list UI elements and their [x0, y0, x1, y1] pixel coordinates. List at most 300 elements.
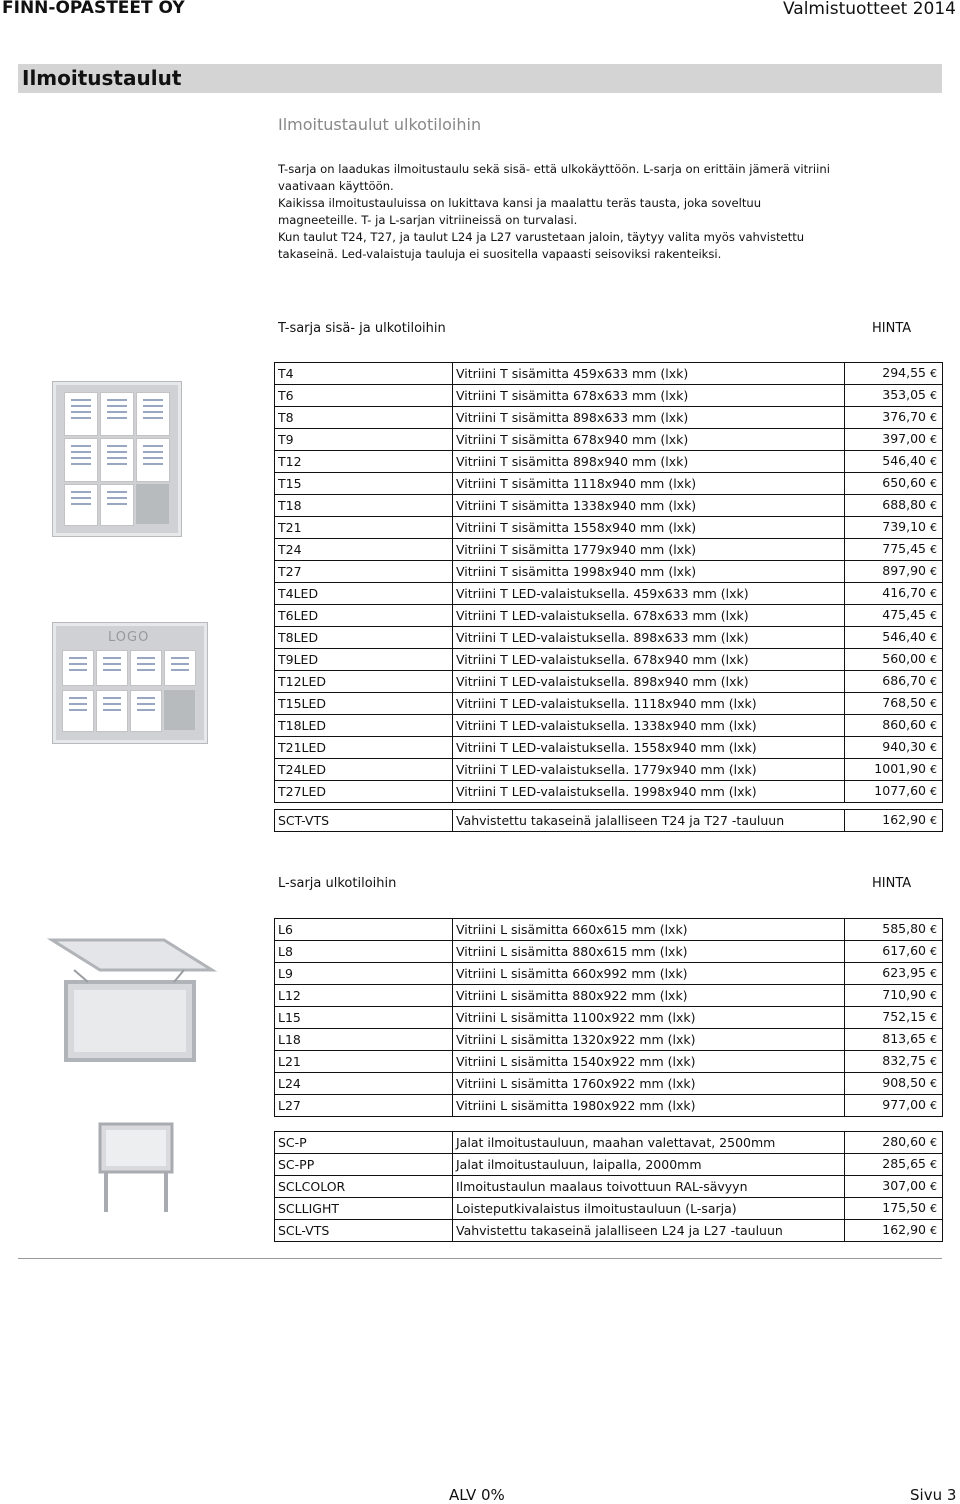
product-code-text: SCLLIGHT [278, 1200, 339, 1216]
euro-symbol: € [930, 631, 937, 644]
euro-symbol: € [930, 763, 937, 776]
euro-symbol: € [930, 1055, 937, 1068]
product-price [845, 1132, 943, 1154]
product-price [845, 363, 943, 385]
table-row [275, 451, 943, 473]
product-description [453, 583, 845, 605]
product-code-text: T24LED [278, 761, 327, 777]
product-description-text: Vitriini L sisämitta 1320x922 mm (lxk) [456, 1031, 696, 1047]
product-description [453, 759, 845, 781]
product-price-text: 397,00 [882, 431, 926, 446]
product-description [453, 1029, 845, 1051]
product-description [453, 1132, 845, 1154]
intro-paragraph: T-sarja on laadukas ilmoitustaulu sekä sisä- että ulkokäyttöön. L-sarja on erittäin jämerä vitriini vaativaan käyttöön. [278, 162, 830, 193]
product-description-text: Vitriini T LED-valaistuksella. 898x940 mm (lxk) [456, 673, 749, 689]
product-description-text: Vitriini T LED-valaistuksella. 1338x940 mm (lxk) [456, 717, 757, 733]
product-price-text: 813,65 [882, 1031, 926, 1046]
euro-symbol: € [930, 1158, 937, 1171]
product-description [453, 385, 845, 407]
product-code [275, 919, 453, 941]
product-description-text: Vitriini L sisämitta 880x615 mm (lxk) [456, 943, 688, 959]
product-price [845, 671, 943, 693]
table-row [275, 985, 943, 1007]
product-code [275, 517, 453, 539]
table-row [275, 583, 943, 605]
product-price [845, 1073, 943, 1095]
product-description [453, 627, 845, 649]
product-description [453, 693, 845, 715]
euro-symbol: € [930, 945, 937, 958]
product-price [845, 517, 943, 539]
euro-symbol: € [930, 923, 937, 936]
product-price-text: 897,90 [882, 563, 926, 578]
product-price-text: 1001,90 [874, 761, 926, 776]
product-description [453, 495, 845, 517]
product-code [275, 495, 453, 517]
product-description-text: Vahvistettu takaseinä jalalliseen T24 ja T27 -tauluun [456, 812, 785, 828]
product-description [453, 1073, 845, 1095]
product-description-text: Vitriini T sisämitta 678x940 mm (lxk) [456, 431, 689, 447]
product-price [845, 1198, 943, 1220]
product-description-text: Vitriini L sisämitta 880x922 mm (lxk) [456, 987, 688, 1003]
product-code [275, 1176, 453, 1198]
product-code-text: T12 [278, 453, 302, 469]
product-description-text: Vitriini L sisämitta 660x992 mm (lxk) [456, 965, 688, 981]
euro-symbol: € [930, 565, 937, 578]
product-price-text: 280,60 [882, 1134, 926, 1149]
product-price [845, 649, 943, 671]
product-code-text: L12 [278, 987, 301, 1003]
product-description [453, 810, 845, 832]
euro-symbol: € [930, 1011, 937, 1024]
table-row [275, 737, 943, 759]
product-description [453, 671, 845, 693]
product-description [453, 429, 845, 451]
table-row [275, 1051, 943, 1073]
product-description-text: Ilmoitustaulun maalaus toivottuun RAL-sävyyn [456, 1178, 748, 1194]
product-code-text: T8LED [278, 629, 319, 645]
l-series-extra-table [274, 1131, 943, 1242]
product-price-text: 162,90 [882, 1222, 926, 1237]
euro-symbol: € [930, 1099, 937, 1112]
product-code-text: T21LED [278, 739, 327, 755]
table-row [275, 759, 943, 781]
product-price [845, 605, 943, 627]
l-series-title: L-sarja ulkotiloihin [278, 876, 397, 891]
product-price [845, 1051, 943, 1073]
product-code-text: L24 [278, 1075, 301, 1091]
table-row [275, 1220, 943, 1242]
product-description [453, 539, 845, 561]
product-description-text: Vitriini T sisämitta 1338x940 mm (lxk) [456, 497, 697, 513]
product-code [275, 810, 453, 832]
t-series-extra-table [274, 809, 943, 832]
product-description [453, 781, 845, 803]
product-code [275, 1132, 453, 1154]
table-row [275, 495, 943, 517]
product-description-text: Vitriini T LED-valaistuksella. 459x633 mm (lxk) [456, 585, 749, 601]
product-price [845, 810, 943, 832]
product-description [453, 407, 845, 429]
euro-symbol: € [930, 741, 937, 754]
product-code-text: T8 [278, 409, 294, 425]
product-description [453, 1176, 845, 1198]
l-series-legs-image [96, 1120, 176, 1214]
product-code [275, 737, 453, 759]
product-description-text: Vitriini T sisämitta 898x940 mm (lxk) [456, 453, 689, 469]
table-row [275, 363, 943, 385]
product-price [845, 561, 943, 583]
table-row [275, 385, 943, 407]
product-description-text: Vitriini T LED-valaistuksella. 1118x940 mm (lxk) [456, 695, 757, 711]
product-code-text: T4 [278, 365, 294, 381]
product-description-text: Vitriini L sisämitta 1100x922 mm (lxk) [456, 1009, 696, 1025]
product-price-text: 307,00 [882, 1178, 926, 1193]
euro-symbol: € [930, 1180, 937, 1193]
l-series-price-table [274, 918, 943, 1117]
product-price [845, 539, 943, 561]
table-row [275, 810, 943, 832]
product-code-text: T15 [278, 475, 302, 491]
table-row [275, 407, 943, 429]
product-price-text: 860,60 [882, 717, 926, 732]
euro-symbol: € [930, 477, 937, 490]
table-row [275, 1095, 943, 1117]
product-description-text: Vitriini T LED-valaistuksella. 678x940 mm (lxk) [456, 651, 749, 667]
product-code [275, 963, 453, 985]
product-price-text: 475,45 [882, 607, 926, 622]
euro-symbol: € [930, 1136, 937, 1149]
catalog-title: Valmistuotteet 2014 [782, 0, 956, 19]
t-series-price-table [274, 362, 943, 803]
product-price-text: 285,65 [882, 1156, 926, 1171]
product-description-text: Vitriini T LED-valaistuksella. 898x633 mm (lxk) [456, 629, 749, 645]
product-price [845, 781, 943, 803]
product-code [275, 561, 453, 583]
euro-symbol: € [930, 697, 937, 710]
product-code-text: T15LED [278, 695, 327, 711]
product-description-text: Vitriini T sisämitta 1558x940 mm (lxk) [456, 519, 697, 535]
product-description-text: Vitriini L sisämitta 1980x922 mm (lxk) [456, 1097, 696, 1113]
product-code-text: SCL-VTS [278, 1222, 330, 1238]
product-code [275, 1220, 453, 1242]
euro-symbol: € [930, 719, 937, 732]
t-series-price-header: HINTA [872, 321, 912, 336]
l-series-price-header: HINTA [872, 876, 912, 891]
product-description-text: Vitriini T LED-valaistuksella. 1998x940 mm (lxk) [456, 783, 757, 799]
product-code-text: SC-P [278, 1134, 307, 1150]
product-price-text: 940,30 [882, 739, 926, 754]
product-price-text: 617,60 [882, 943, 926, 958]
table-row [275, 963, 943, 985]
product-price [845, 1029, 943, 1051]
table-row [275, 693, 943, 715]
table-row [275, 919, 943, 941]
intro-paragraph: Kaikissa ilmoitustauluissa on lukittava kansi ja maalattu teräs tausta, joka soveltuu magneeteille. T- ja L-sarjan vitriineissä on turvalasi. [278, 196, 762, 227]
product-price-text: 294,55 [882, 365, 926, 380]
product-price [845, 451, 943, 473]
euro-symbol: € [930, 521, 937, 534]
product-price-text: 585,80 [882, 921, 926, 936]
product-code [275, 671, 453, 693]
table-row [275, 517, 943, 539]
table-row [275, 539, 943, 561]
table-row [275, 1154, 943, 1176]
product-price-text: 1077,60 [874, 783, 926, 798]
euro-symbol: € [930, 1033, 937, 1046]
product-price [845, 1176, 943, 1198]
product-description [453, 605, 845, 627]
product-code [275, 985, 453, 1007]
product-price-text: 623,95 [882, 965, 926, 980]
product-description-text: Vitriini T LED-valaistuksella. 1779x940 mm (lxk) [456, 761, 757, 777]
product-price-text: 686,70 [882, 673, 926, 688]
product-price [845, 1220, 943, 1242]
product-description-text: Vitriini T LED-valaistuksella. 1558x940 mm (lxk) [456, 739, 757, 755]
product-price-text: 710,90 [882, 987, 926, 1002]
table-row [275, 1073, 943, 1095]
product-description-text: Vitriini T sisämitta 459x633 mm (lxk) [456, 365, 689, 381]
table-row [275, 671, 943, 693]
product-price [845, 941, 943, 963]
euro-symbol: € [930, 411, 937, 424]
product-description [453, 473, 845, 495]
product-price [845, 715, 943, 737]
product-code [275, 583, 453, 605]
product-description [453, 1198, 845, 1220]
euro-symbol: € [930, 1202, 937, 1215]
product-description-text: Jalat ilmoitustauluun, maahan valettavat, 2500mm [456, 1134, 776, 1150]
product-price [845, 963, 943, 985]
product-description [453, 451, 845, 473]
product-price [845, 385, 943, 407]
product-description-text: Jalat ilmoitustauluun, laipalla, 2000mm [456, 1156, 702, 1172]
product-code [275, 473, 453, 495]
product-code [275, 385, 453, 407]
product-code-text: L8 [278, 943, 293, 959]
intro-text [278, 161, 838, 263]
product-code [275, 759, 453, 781]
product-description [453, 1095, 845, 1117]
product-code [275, 429, 453, 451]
product-price-text: 908,50 [882, 1075, 926, 1090]
euro-symbol: € [930, 609, 937, 622]
product-price-text: 977,00 [882, 1097, 926, 1112]
table-row [275, 627, 943, 649]
product-description [453, 1154, 845, 1176]
product-price [845, 1095, 943, 1117]
product-price [845, 1154, 943, 1176]
product-description [453, 517, 845, 539]
product-description-text: Vitriini T LED-valaistuksella. 678x633 mm (lxk) [456, 607, 749, 623]
euro-symbol: € [930, 367, 937, 380]
product-price [845, 429, 943, 451]
table-row [275, 715, 943, 737]
product-price [845, 759, 943, 781]
euro-symbol: € [930, 785, 937, 798]
product-description [453, 363, 845, 385]
product-price-text: 162,90 [882, 812, 926, 827]
euro-symbol: € [930, 587, 937, 600]
product-description-text: Vitriini L sisämitta 1760x922 mm (lxk) [456, 1075, 696, 1091]
product-description [453, 1220, 845, 1242]
product-code-text: L18 [278, 1031, 301, 1047]
product-description-text: Vitriini T sisämitta 898x633 mm (lxk) [456, 409, 689, 425]
product-code-text: SC-PP [278, 1156, 315, 1172]
table-row [275, 605, 943, 627]
product-code-text: SCLCOLOR [278, 1178, 346, 1194]
product-code [275, 1029, 453, 1051]
product-code-text: SCT-VTS [278, 812, 330, 828]
product-code [275, 451, 453, 473]
euro-symbol: € [930, 1224, 937, 1237]
t-series-title: T-sarja sisä- ja ulkotiloihin [278, 321, 446, 336]
product-price [845, 693, 943, 715]
product-code [275, 1154, 453, 1176]
product-price [845, 919, 943, 941]
product-code-text: T12LED [278, 673, 327, 689]
product-description [453, 737, 845, 759]
product-description [453, 1007, 845, 1029]
page-subtitle: Ilmoitustaulut ulkotiloihin [278, 115, 482, 134]
l-series-cabinet-image [44, 934, 222, 1066]
product-price [845, 627, 943, 649]
product-code-text: L15 [278, 1009, 301, 1025]
euro-symbol: € [930, 389, 937, 402]
product-description [453, 1051, 845, 1073]
euro-symbol: € [930, 499, 937, 512]
euro-symbol: € [930, 989, 937, 1002]
product-price [845, 495, 943, 517]
table-row [275, 781, 943, 803]
product-code [275, 605, 453, 627]
product-price [845, 985, 943, 1007]
product-code-text: L6 [278, 921, 293, 937]
product-code-text: T24 [278, 541, 302, 557]
product-code [275, 715, 453, 737]
product-price [845, 407, 943, 429]
product-code-text: T6 [278, 387, 294, 403]
product-price-text: 376,70 [882, 409, 926, 424]
product-description-text: Vitriini T sisämitta 678x633 mm (lxk) [456, 387, 689, 403]
product-description-text: Vahvistettu takaseinä jalalliseen L24 ja L27 -tauluun [456, 1222, 783, 1238]
logo-label: LOGO [108, 630, 150, 645]
table-row [275, 649, 943, 671]
table-row [275, 1176, 943, 1198]
product-price-text: 353,05 [882, 387, 926, 402]
product-price-text: 650,60 [882, 475, 926, 490]
product-code [275, 941, 453, 963]
table-row [275, 429, 943, 451]
company-name: FINN-OPASTEET OY [2, 0, 185, 18]
euro-symbol: € [930, 455, 937, 468]
product-code-text: T9LED [278, 651, 319, 667]
product-description-text: Vitriini L sisämitta 1540x922 mm (lxk) [456, 1053, 696, 1069]
product-code-text: T21 [278, 519, 302, 535]
product-code-text: T6LED [278, 607, 319, 623]
product-description [453, 941, 845, 963]
euro-symbol: € [930, 433, 937, 446]
product-code [275, 693, 453, 715]
product-code-text: T18 [278, 497, 302, 513]
table-row [275, 1198, 943, 1220]
product-price-text: 768,50 [882, 695, 926, 710]
product-price [845, 473, 943, 495]
product-code [275, 1051, 453, 1073]
table-row [275, 473, 943, 495]
product-price-text: 832,75 [882, 1053, 926, 1068]
table-row [275, 561, 943, 583]
product-code-text: T4LED [278, 585, 319, 601]
table-row [275, 941, 943, 963]
product-code [275, 1095, 453, 1117]
table-row [275, 1029, 943, 1051]
footer-divider [18, 1258, 942, 1259]
product-code [275, 407, 453, 429]
product-code-text: T27LED [278, 783, 327, 799]
product-price-text: 739,10 [882, 519, 926, 534]
euro-symbol: € [930, 653, 937, 666]
product-code-text: T27 [278, 563, 302, 579]
product-price-text: 560,00 [882, 651, 926, 666]
product-description [453, 715, 845, 737]
product-code [275, 1073, 453, 1095]
product-description [453, 561, 845, 583]
product-description-text: Loisteputkivalaistus ilmoitustauluun (L-sarja) [456, 1200, 737, 1216]
product-code-text: L27 [278, 1097, 301, 1113]
product-code [275, 649, 453, 671]
product-price [845, 737, 943, 759]
intro-paragraph: Kun taulut T24, T27, ja taulut L24 ja L27 varustetaan jaloin, täytyy valita myös vahvistettu takaseinä. Led-valaistuja tauluja ei suositella vapaasti seisoviksi rakenteiksi. [278, 230, 805, 261]
product-price [845, 1007, 943, 1029]
section-band [18, 64, 942, 93]
product-code-text: T9 [278, 431, 294, 447]
product-description [453, 919, 845, 941]
euro-symbol: € [930, 967, 937, 980]
product-code-text: L9 [278, 965, 293, 981]
product-price-text: 546,40 [882, 453, 926, 468]
euro-symbol: € [930, 543, 937, 556]
product-code-text: L21 [278, 1053, 301, 1069]
product-code [275, 363, 453, 385]
product-code [275, 781, 453, 803]
product-code-text: T18LED [278, 717, 327, 733]
product-price [845, 583, 943, 605]
vat-note: ALV 0% [449, 1486, 505, 1504]
product-price-text: 175,50 [882, 1200, 926, 1215]
table-row [275, 1007, 943, 1029]
section-band-title: Ilmoitustaulut [22, 66, 182, 90]
euro-symbol: € [930, 675, 937, 688]
euro-symbol: € [930, 814, 937, 827]
product-description-text: Vitriini T sisämitta 1118x940 mm (lxk) [456, 475, 697, 491]
product-code [275, 1007, 453, 1029]
product-description-text: Vitriini L sisämitta 660x615 mm (lxk) [456, 921, 688, 937]
product-description-text: Vitriini T sisämitta 1779x940 mm (lxk) [456, 541, 697, 557]
page-number: Sivu 3 [910, 1486, 957, 1504]
product-code [275, 1198, 453, 1220]
table-row [275, 1132, 943, 1154]
product-description [453, 649, 845, 671]
product-code [275, 627, 453, 649]
product-description [453, 985, 845, 1007]
product-price-text: 775,45 [882, 541, 926, 556]
product-price-text: 546,40 [882, 629, 926, 644]
product-description [453, 963, 845, 985]
product-price-text: 752,15 [882, 1009, 926, 1024]
product-price-text: 688,80 [882, 497, 926, 512]
euro-symbol: € [930, 1077, 937, 1090]
